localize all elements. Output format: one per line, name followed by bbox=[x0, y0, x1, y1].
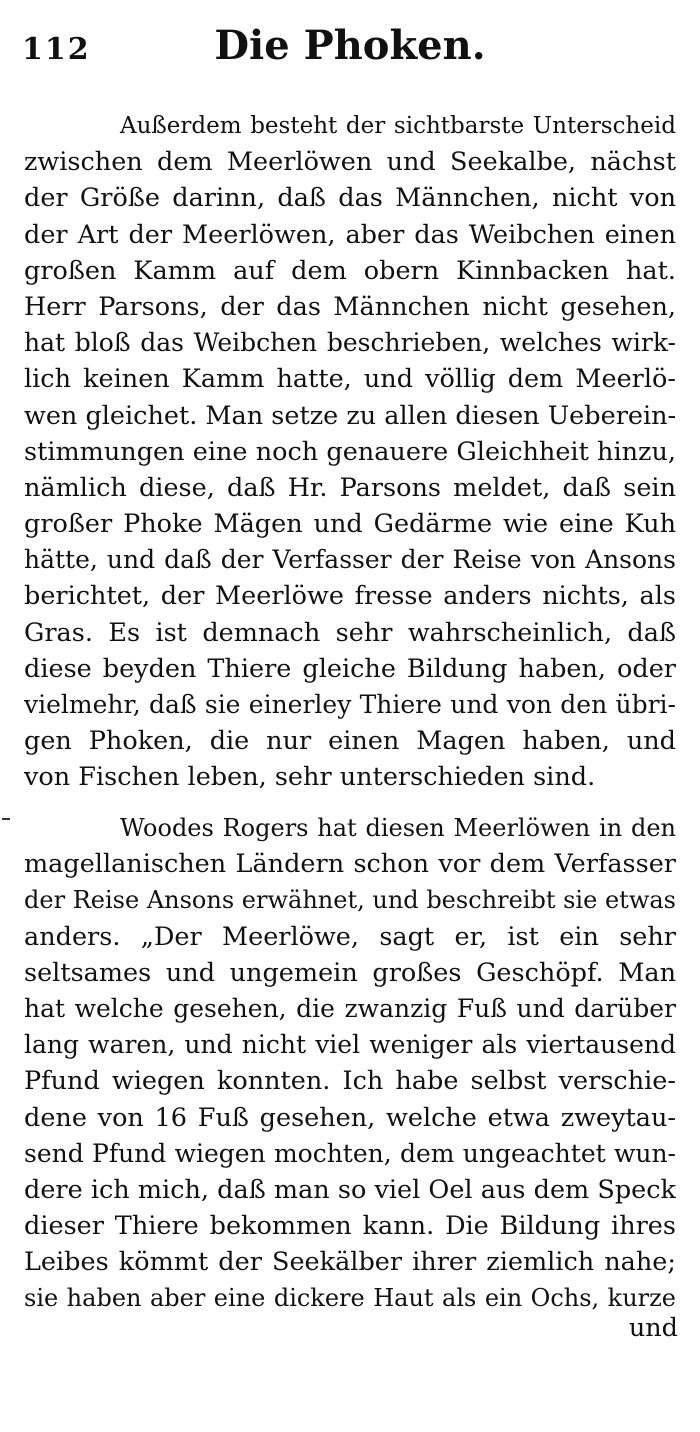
text-line: stimmungen eine noch genauere Gleichheit hinzu, bbox=[24, 436, 676, 467]
text-line: von Fischen leben, sehr unterschieden sind. bbox=[24, 762, 596, 793]
text-line: Herr Parsons, der das Männchen nicht gesehen, bbox=[24, 291, 676, 322]
text-line: großer Phoke Mägen und Gedärme wie eine Kuh bbox=[24, 509, 676, 540]
text-line: diese beyden Thiere gleiche Bildung haben, oder bbox=[24, 653, 676, 684]
catchword: und bbox=[628, 1313, 678, 1343]
margin-mark bbox=[2, 818, 10, 820]
text-line: dieser Thiere bekommen kann. Die Bildung ihres bbox=[24, 1211, 676, 1242]
text-line: Leibes kömmt der Seekälber ihrer ziemlich nahe; bbox=[24, 1247, 676, 1278]
page-header bbox=[22, 22, 678, 82]
text-line: Woodes Rogers hat diesen Meerlöwen in den bbox=[120, 814, 676, 842]
text-line: lang waren, und nicht viel weniger als viertausend bbox=[24, 1030, 676, 1060]
text-line: dene von 16 Fuß gesehen, welche etwa zweytau- bbox=[24, 1102, 676, 1133]
text-line: der Reise Ansons erwähnet, und beschreibt sie etwas bbox=[24, 886, 676, 915]
text-line: großen Kamm auf dem obern Kinnbacken hat. bbox=[24, 255, 676, 286]
text-line: lich keinen Kamm hatte, und völlig dem Meerlö- bbox=[24, 364, 676, 395]
text-line: anders. „Der Meerlöwe, sagt er, ist ein sehr bbox=[24, 921, 676, 952]
text-line: vielmehr, daß sie einerley Thiere und von den übri- bbox=[24, 690, 676, 719]
text-line: magellanischen Ländern schon vor dem Verfasser bbox=[24, 849, 676, 880]
text-line: Gras. Es ist demnach sehr wahrscheinlich, daß bbox=[24, 617, 676, 648]
page-number: 112 bbox=[22, 32, 91, 67]
paragraph-2 bbox=[24, 810, 676, 1317]
text-line: wen gleichet. Man setze zu allen diesen Ueberein- bbox=[24, 400, 676, 431]
text-line: send Pfund wiegen mochten, dem ungeachtet wun- bbox=[24, 1138, 676, 1168]
text-line: dere ich mich, daß man so viel Oel aus dem Speck bbox=[24, 1174, 676, 1205]
text-line: seltsames und ungemein großes Geschöpf. Man bbox=[24, 957, 676, 988]
text-line: gen Phoken, die nur einen Magen haben, und bbox=[24, 726, 676, 757]
text-line: hätte, und daß der Verfasser der Reise von Ansons bbox=[24, 545, 676, 575]
text-line: Pfund wiegen konnten. Ich habe selbst verschie- bbox=[24, 1066, 676, 1097]
text-line: der Größe darinn, daß das Männchen, nicht von bbox=[24, 183, 676, 214]
text-line: sie haben aber eine dickere Haut als ein Ochs, kurze bbox=[24, 1284, 676, 1313]
text-line: nämlich diese, daß Hr. Parsons meldet, daß sein bbox=[24, 472, 676, 503]
running-title: Die Phoken. bbox=[214, 22, 486, 69]
text-line: berichtet, der Meerlöwe fresse anders nichts, als bbox=[24, 581, 676, 612]
text-line: hat bloß das Weibchen beschrieben, welches wirk- bbox=[24, 328, 676, 358]
text-line: der Art der Meerlöwen, aber das Weibchen einen bbox=[24, 219, 676, 250]
paragraph-1 bbox=[24, 108, 676, 796]
text-line: zwischen dem Meerlöwen und Seekalbe, nächst bbox=[24, 147, 676, 178]
text-line: Außerdem besteht der sichtbarste Unterscheid bbox=[120, 113, 676, 139]
text-line: hat welche gesehen, die zwanzig Fuß und darüber bbox=[24, 993, 676, 1023]
